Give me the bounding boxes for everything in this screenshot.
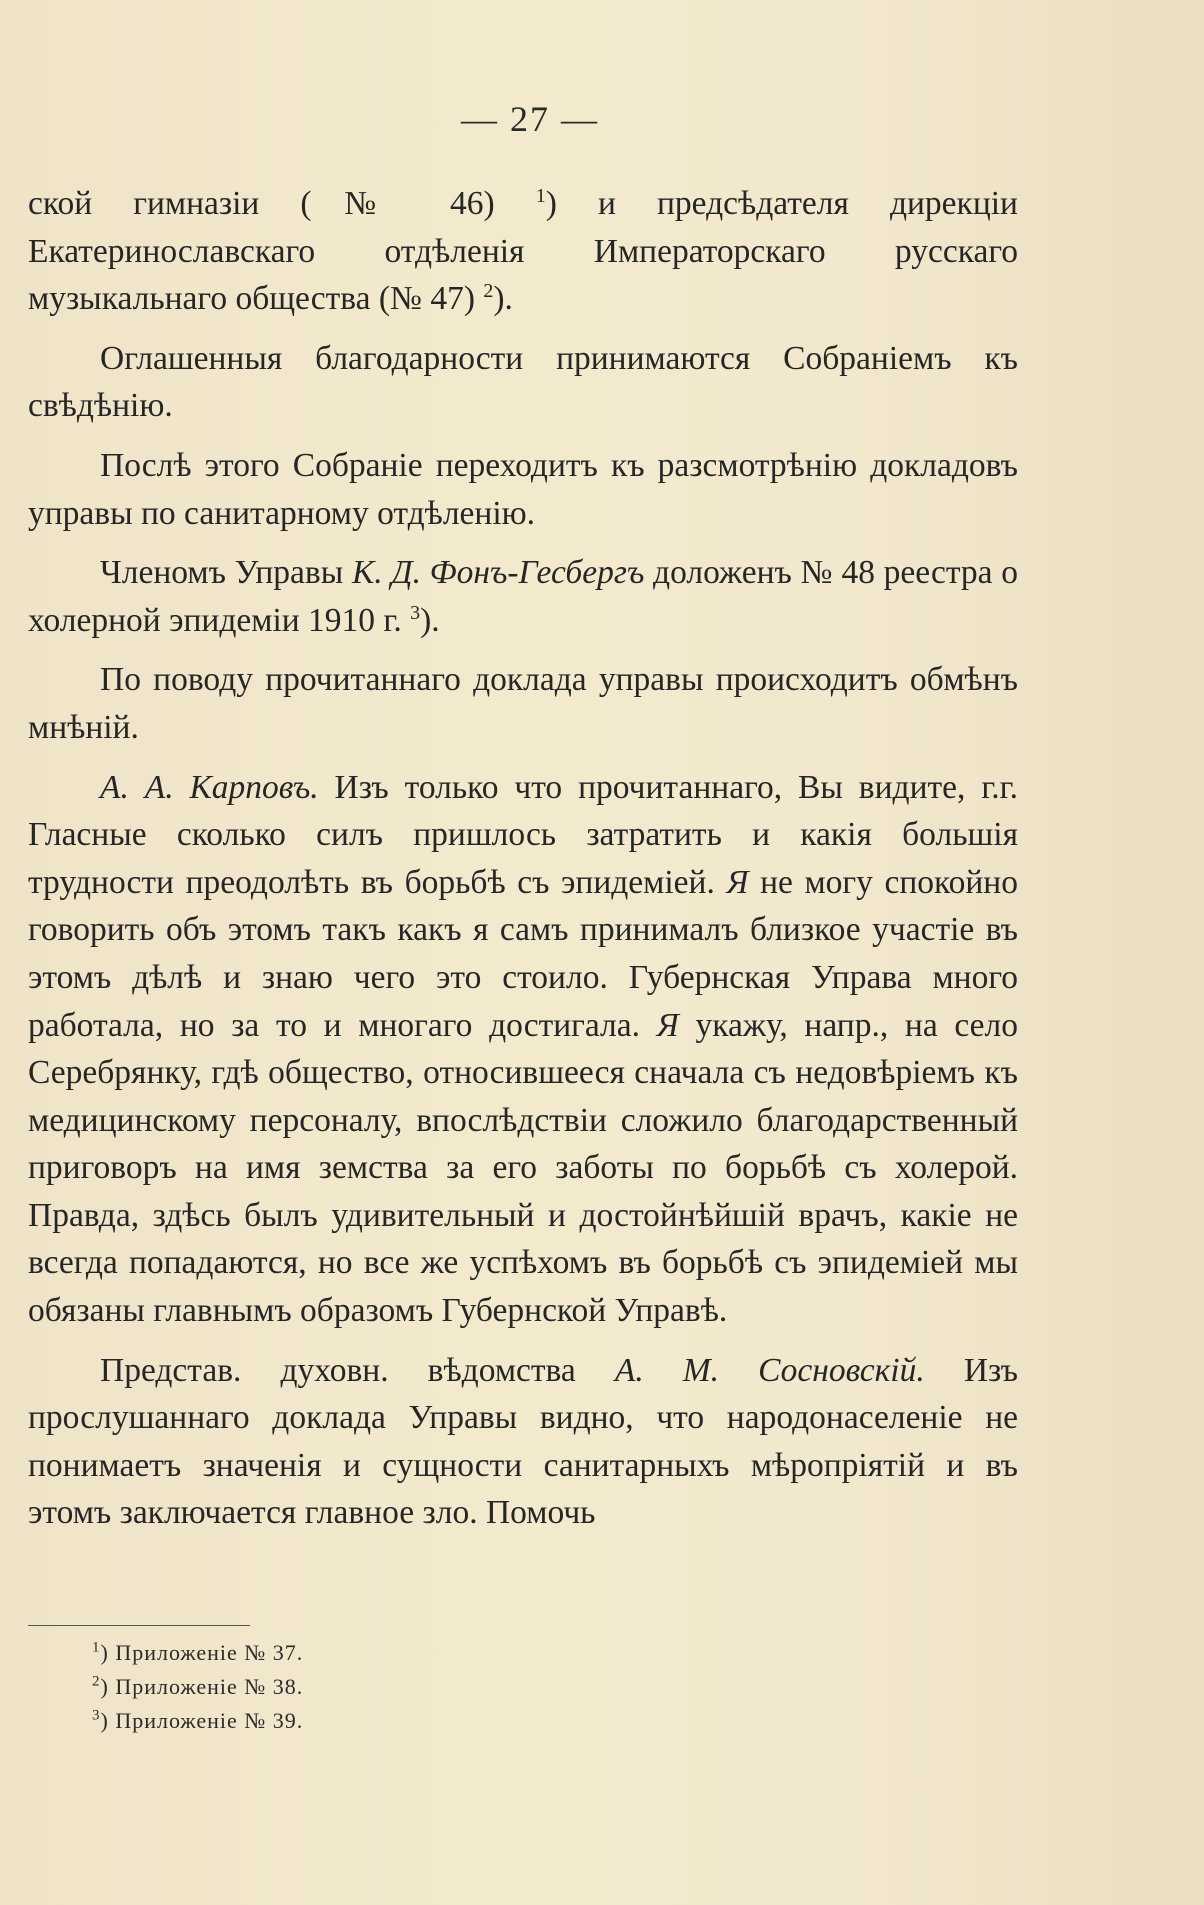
footnote-ref: 3 <box>410 601 421 624</box>
footnote-item <box>92 1704 303 1738</box>
text-run: Послѣ этого Собраніе переходитъ къ разсмотрѣнію докладовъ управы по санитарному отдѣленію. <box>28 446 1018 532</box>
text-run: По поводу прочитаннаго доклада управы происходитъ обмѣнъ мнѣній. <box>28 661 1018 746</box>
footnote-ref: 2 <box>483 280 494 303</box>
speaker-name: А. А. Карповъ. <box>100 768 319 806</box>
paragraph <box>28 656 1018 751</box>
text-run: ). <box>493 280 513 318</box>
page-number: — 27 — <box>461 99 599 139</box>
speaker-name: Я <box>656 1006 679 1044</box>
text-run: Изъ прослушаннаго доклада Управы видно, что народонаселеніе не понимаетъ значенія и сущности санитарныхъ мѣропріятій и въ этомъ заключается главное зло. Помочь <box>28 1351 1018 1532</box>
paragraph <box>28 549 1018 644</box>
paragraph <box>28 764 1018 1335</box>
paragraph <box>28 442 1018 537</box>
text-run: ). <box>420 601 440 639</box>
text-run: ) и предсѣдателя дирекціи Екатеринославскаго отдѣленія Императорскаго русскаго музыкальнаго общества (№ 47) <box>28 185 1018 318</box>
text-run: ской гимназіи (№ 46) <box>28 185 536 222</box>
footnote-divider <box>28 1625 250 1626</box>
text-run: Членомъ Управы <box>100 554 352 592</box>
footnote-text: ) Приложеніе № 37. <box>100 1640 304 1665</box>
footnote-mark: 1 <box>92 1639 101 1656</box>
text-run: Оглашенныя благодарности принимаются Собраніемъ къ свѣдѣнію. <box>28 339 1018 425</box>
footnote-text: ) Приложеніе № 38. <box>100 1674 304 1699</box>
text-run: Представ. духовн. вѣдомства <box>100 1351 615 1389</box>
speaker-name: Я <box>726 863 749 901</box>
speaker-name: К. Д. Фонъ-Гесбергъ <box>351 554 645 592</box>
text-run: не могу спокойно говорить объ этомъ такъ какъ я самъ принималъ близкое участіе въ этомъ дѣлѣ и знаю чего это стоило. Губернская Управа много работала, но за то и многаго достигала. <box>28 863 1018 1044</box>
footnotes <box>92 1636 303 1738</box>
paragraph <box>28 1347 1018 1537</box>
footnote-mark: 3 <box>92 1707 101 1724</box>
body-text <box>28 180 1018 1537</box>
text-run: укажу, напр., на село Серебрянку, гдѣ общество, относившееся сначала съ недовѣріемъ къ медицинскому персоналу, впослѣдствіи сложило благодарственный приговоръ на имя земства за его заботы по борьбѣ съ холерой. Правда, здѣсь былъ удивительный и достойнѣйшій врачъ, какіе не всегда попадаются, но все же успѣхомъ въ борьбѣ съ эпидеміей мы обязаны главнымъ образомъ Губернской Управѣ. <box>28 1006 1019 1330</box>
text-run: Изъ только что прочитаннаго, Вы видите, г.г. Гласные сколько силъ пришлось затратить и какія большія трудности преодолѣть въ борьбѣ съ эпидеміей. <box>28 768 1018 901</box>
footnote-item <box>92 1636 303 1670</box>
text-run: доложенъ № 48 реестра о холерной эпидеміи 1910 г. <box>28 554 1018 639</box>
footnote-text: ) Приложеніе № 39. <box>100 1708 304 1733</box>
footnote-ref: 1 <box>535 184 546 207</box>
paragraph <box>28 335 1018 430</box>
paragraph <box>28 180 1018 323</box>
footnote-mark: 2 <box>92 1673 101 1690</box>
footnote-item <box>92 1670 303 1704</box>
speaker-name: А. М. Сосновскій. <box>614 1351 925 1389</box>
